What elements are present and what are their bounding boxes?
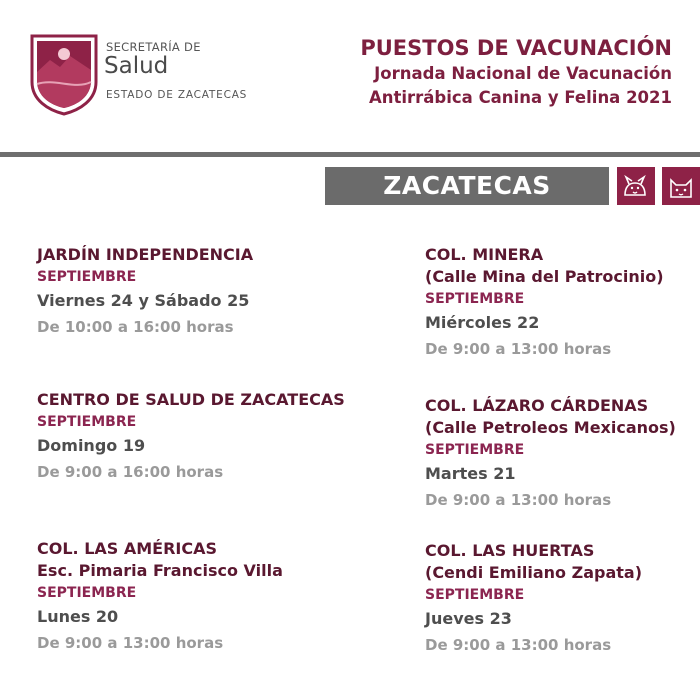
divider bbox=[0, 152, 700, 157]
location-day: Viernes 24 y Sábado 25 bbox=[37, 291, 250, 310]
location-hours: De 10:00 a 16:00 horas bbox=[37, 318, 234, 336]
title-main: PUESTOS DE VACUNACIÓN bbox=[360, 36, 672, 60]
city-banner: ZACATECAS bbox=[325, 167, 609, 205]
location-day: Jueves 23 bbox=[425, 609, 512, 628]
location-day: Lunes 20 bbox=[37, 607, 119, 626]
org-line3: ESTADO DE ZACATECAS bbox=[106, 89, 248, 101]
location-sub: Esc. Pimaria Francisco Villa bbox=[37, 561, 283, 580]
org-line1: SECRETARÍA DE bbox=[106, 40, 201, 54]
cat-icon bbox=[662, 167, 700, 205]
location-sub: (Calle Petroleos Mexicanos) bbox=[425, 418, 676, 437]
location-las-americas bbox=[37, 538, 283, 656]
location-hours: De 9:00 a 16:00 horas bbox=[37, 463, 224, 481]
location-month: SEPTIEMBRE bbox=[37, 585, 137, 601]
title-line3: Antirrábica Canina y Felina 2021 bbox=[368, 88, 672, 107]
location-las-huertas bbox=[425, 540, 642, 658]
poster-title bbox=[360, 34, 672, 110]
location-name: COL. LÁZARO CÁRDENAS bbox=[425, 396, 649, 415]
org-name: Salud bbox=[104, 53, 169, 79]
dog-icon bbox=[617, 167, 655, 205]
location-day: Miércoles 22 bbox=[425, 313, 540, 332]
shield-logo-icon bbox=[30, 34, 98, 116]
location-hours: De 9:00 a 13:00 horas bbox=[425, 636, 612, 654]
location-minera bbox=[425, 244, 664, 362]
location-name: JARDÍN INDEPENDENCIA bbox=[37, 245, 254, 264]
location-name: COL. LAS HUERTAS bbox=[425, 541, 595, 560]
location-sub: (Calle Mina del Patrocinio) bbox=[425, 267, 664, 286]
location-day: Domingo 19 bbox=[37, 436, 146, 455]
location-month: SEPTIEMBRE bbox=[425, 291, 525, 307]
location-jardin-independencia bbox=[37, 244, 253, 340]
location-name: CENTRO DE SALUD DE ZACATECAS bbox=[37, 390, 345, 409]
location-hours: De 9:00 a 13:00 horas bbox=[37, 634, 224, 652]
location-hours: De 9:00 a 13:00 horas bbox=[425, 340, 612, 358]
location-month: SEPTIEMBRE bbox=[37, 269, 137, 285]
location-month: SEPTIEMBRE bbox=[37, 414, 137, 430]
location-month: SEPTIEMBRE bbox=[425, 587, 525, 603]
location-centro-de-salud bbox=[37, 389, 345, 485]
location-name: COL. MINERA bbox=[425, 245, 544, 264]
title-line2: Jornada Nacional de Vacunación bbox=[374, 64, 672, 83]
location-hours: De 9:00 a 13:00 horas bbox=[425, 491, 612, 509]
location-sub: (Cendi Emiliano Zapata) bbox=[425, 563, 643, 582]
location-day: Martes 21 bbox=[425, 464, 516, 483]
location-lazaro-cardenas bbox=[425, 395, 676, 513]
location-name: COL. LAS AMÉRICAS bbox=[37, 539, 218, 558]
header bbox=[0, 0, 700, 150]
location-month: SEPTIEMBRE bbox=[425, 442, 525, 458]
